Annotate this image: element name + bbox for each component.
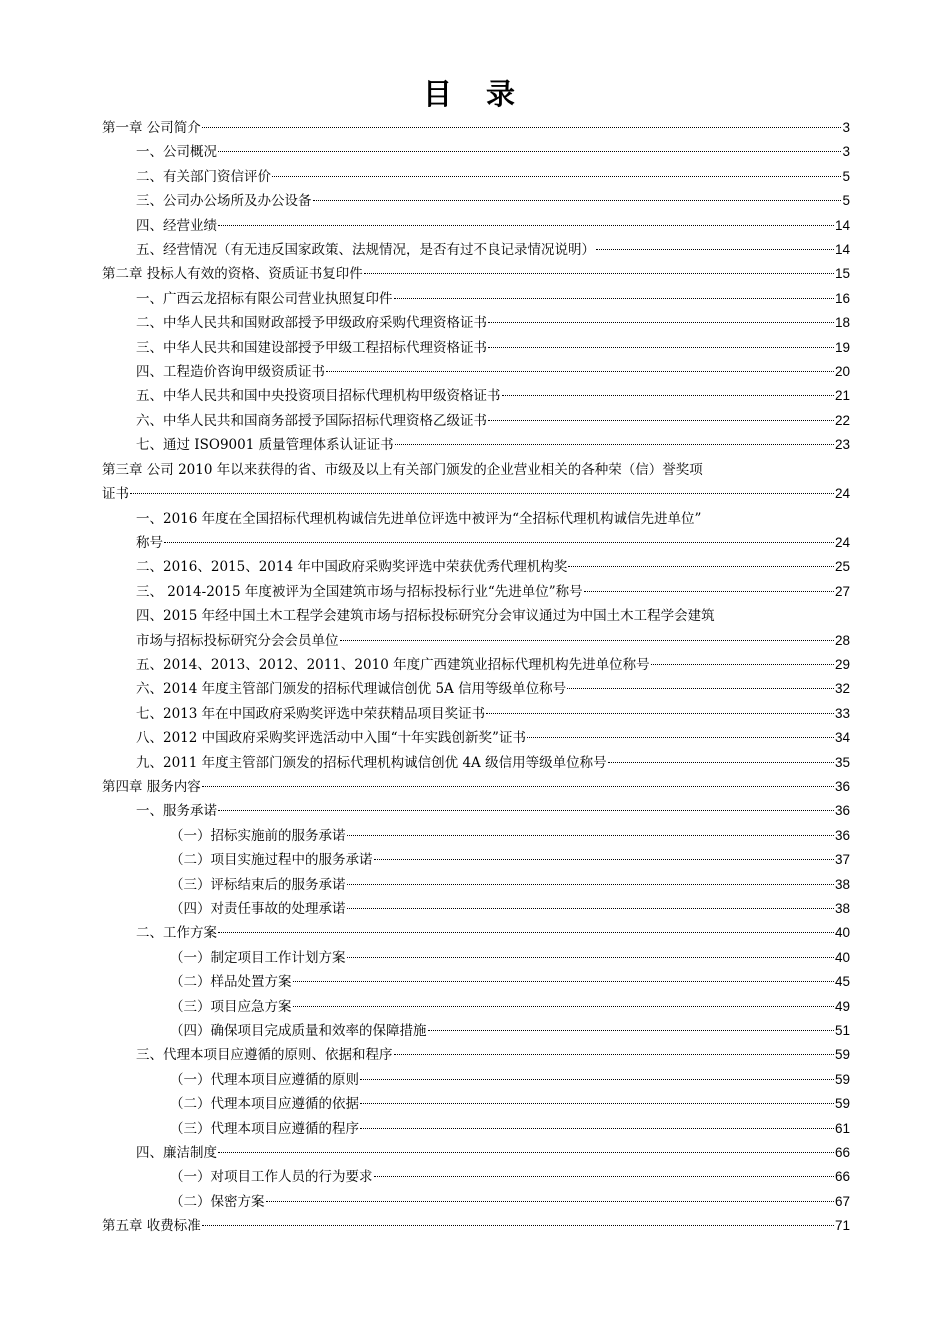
toc-entry-text: 四、廉洁制度 [136,1145,217,1162]
toc-page-number: 28 [834,632,850,648]
toc-entry[interactable] [102,1190,850,1214]
dot-leader [502,394,834,396]
table-of-contents [102,116,850,1239]
toc-entry[interactable] [102,604,850,653]
toc-page-number: 32 [834,681,850,697]
toc-entry[interactable] [102,677,850,701]
toc-page-number: 67 [834,1193,850,1209]
toc-entry-text: 三、中华人民共和国建设部授予甲级工程招标代理资格证书 [136,339,487,356]
toc-entry-text: 称号 [136,534,163,551]
dot-leader [164,541,834,543]
toc-entry-text: 八、2012 中国政府采购奖评选活动中入围“十年实践创新奖”证书 [136,730,526,747]
toc-page-number: 49 [834,998,850,1014]
toc-entry[interactable] [102,360,850,384]
dot-leader [218,150,841,152]
toc-page-number: 29 [834,656,850,672]
toc-page-number: 25 [834,559,850,575]
dot-leader [218,1151,834,1153]
toc-page-number: 27 [834,583,850,599]
toc-page-number: 40 [834,925,850,941]
toc-entry-text: 六、2014 年度主管部门颁发的招标代理诚信创优 5A 信用等级单位称号 [136,681,567,698]
dot-leader [651,663,834,665]
toc-entry-text: 三、代理本项目应遵循的原则、依据和程序 [136,1047,393,1064]
toc-entry-text: 市场与招标投标研究分会会员单位 [136,632,339,649]
toc-entry-text: 五、经营情况（有无违反国家政策、法规情况，是否有过不良记录情况说明） [136,242,595,259]
toc-page-number: 15 [834,266,850,282]
toc-page-number: 24 [834,486,850,502]
toc-entry-text-line1: 一、2016 年度在全国招标代理机构诚信先进单位评选中被评为“全招标代理机构诚信先进单位” [136,510,702,527]
toc-entry[interactable] [102,555,850,579]
toc-page-number: 37 [834,852,850,868]
toc-page-number: 23 [834,437,850,453]
toc-entry[interactable] [102,1068,850,1092]
toc-page-number: 66 [834,1145,850,1161]
toc-entry[interactable] [102,1165,850,1189]
toc-entry[interactable] [102,140,850,164]
toc-entry-text-line1: 第三章 公司 2010 年以来获得的省、市级及以上有关部门颁发的企业营业相关的各种荣（信）誉奖项 [102,461,703,478]
dot-leader [394,1053,834,1055]
toc-entry-text: 四、工程造价咨询甲级资质证书 [136,364,325,381]
toc-entry[interactable] [102,799,850,823]
toc-page-number: 3 [842,144,850,160]
dot-leader [266,1200,834,1202]
toc-page-number: 22 [834,412,850,428]
toc-entry[interactable] [102,1141,850,1165]
toc-page-number: 35 [834,754,850,770]
toc-page-number: 51 [834,1023,850,1039]
toc-entry[interactable] [102,873,850,897]
toc-entry[interactable] [102,848,850,872]
toc-entry[interactable] [102,751,850,775]
toc-entry-text: 五、2014、2013、2012、2011、2010 年度广西建筑业招标代理机构先进单位称号 [136,656,650,673]
toc-entry[interactable] [102,580,850,604]
toc-entry[interactable] [102,824,850,848]
dot-leader [488,346,834,348]
dot-leader [202,126,842,128]
toc-page-number: 20 [834,364,850,380]
toc-entry[interactable] [102,970,850,994]
toc-entry[interactable] [102,165,850,189]
dot-leader [326,370,834,372]
toc-page-number: 18 [834,315,850,331]
dot-leader [364,272,834,274]
toc-entry-text: 六、中华人民共和国商务部授予国际招标代理资格乙级证书 [136,412,487,429]
toc-entry-text: 第五章 收费标准 [102,1218,201,1235]
toc-entry[interactable] [102,653,850,677]
toc-entry-text: 二、中华人民共和国财政部授予甲级政府采购代理资格证书 [136,315,487,332]
toc-entry-text: 第二章 投标人有效的资格、资质证书复印件 [102,266,363,283]
toc-entry-text: （一）制定项目工作计划方案 [170,949,346,966]
dot-leader [395,443,834,445]
toc-entry-text: （二）项目实施过程中的服务承诺 [170,852,373,869]
dot-leader [486,712,834,714]
toc-page-number: 38 [834,901,850,916]
dot-leader [347,834,834,836]
toc-entry[interactable] [102,995,850,1019]
toc-entry-text: 五、中华人民共和国中央投资项目招标代理机构甲级资格证书 [136,388,501,405]
toc-entry-text: （四）对责任事故的处理承诺 [170,901,346,917]
toc-page-number: 45 [834,974,850,990]
toc-entry-text: 三、公司办公场所及办公设备 [136,193,312,210]
toc-entry-text: （二）代理本项目应遵循的依据 [170,1096,359,1113]
toc-entry[interactable] [102,262,850,286]
toc-entry[interactable] [102,287,850,311]
toc-entry-text: （三）项目应急方案 [170,998,292,1015]
toc-entry[interactable] [102,702,850,726]
toc-entry-text: 二、有关部门资信评价 [136,168,271,185]
toc-page-number: 24 [834,534,850,550]
dot-leader [608,761,834,763]
dot-leader [272,175,841,177]
dot-leader [347,907,834,909]
dot-leader [584,590,834,592]
toc-entry-text: （一）招标实施前的服务承诺 [170,827,346,844]
toc-page-number: 16 [834,290,850,306]
toc-entry-text: 三、 2014-2015 年度被评为全国建筑市场与招标投标行业“先进单位”称号 [136,583,583,600]
dot-leader [394,297,834,299]
toc-page-number: 36 [834,778,850,794]
dot-leader [567,687,834,689]
toc-entry[interactable] [102,189,850,213]
dot-leader [360,1102,834,1104]
toc-entry-text: 第四章 服务内容 [102,778,201,795]
toc-page-number: 19 [834,339,850,355]
toc-entry[interactable] [102,946,850,970]
toc-entry[interactable] [102,1043,850,1067]
toc-entry-text: 四、经营业绩 [136,217,217,234]
toc-page-number: 14 [834,242,850,258]
toc-entry[interactable] [102,1214,850,1238]
dot-leader [340,639,834,641]
toc-entry-text: （一）对项目工作人员的行为要求 [170,1169,373,1186]
toc-entry[interactable] [102,336,850,360]
toc-page-number: 14 [834,217,850,233]
toc-entry-text: 七、通过 ISO9001 质量管理体系认证证书 [136,437,394,454]
dot-leader [293,1005,834,1007]
toc-entry-text: 二、2016、2015、2014 年中国政府采购奖评选中荣获优秀代理机构奖 [136,559,568,576]
toc-page-number: 36 [834,803,850,819]
toc-entry[interactable] [102,409,850,433]
toc-page-number: 66 [834,1169,850,1185]
toc-entry-text: 第一章 公司简介 [102,120,201,136]
dot-leader [374,858,834,860]
dot-leader [360,1127,834,1129]
toc-entry-text: 九、2011 年度主管部门颁发的招标代理机构诚信创优 4A 级信用等级单位称号 [136,754,607,771]
toc-entry[interactable] [102,214,850,238]
toc-entry-text: （四）确保项目完成质量和效率的保障措施 [170,1023,427,1040]
toc-entry[interactable] [102,897,850,921]
toc-page-number: 61 [834,1120,850,1136]
toc-entry[interactable] [102,726,850,750]
toc-page-number: 34 [834,730,850,746]
toc-entry-text: 一、公司概况 [136,144,217,161]
dot-leader [313,199,842,201]
toc-page-number: 21 [834,388,850,404]
toc-entry-text: 二、工作方案 [136,925,217,942]
toc-entry[interactable] [102,311,850,335]
toc-entry[interactable] [102,238,850,262]
toc-entry-text: 证书 [102,486,129,503]
toc-page-number: 40 [834,949,850,965]
toc-entry[interactable] [102,458,850,507]
dot-leader [293,980,834,982]
toc-entry[interactable] [102,384,850,408]
toc-page-number: 59 [834,1047,850,1063]
dot-leader [218,931,834,933]
dot-leader [347,956,834,958]
toc-entry[interactable] [102,1092,850,1116]
toc-entry-text-line1: 四、2015 年经中国土木工程学会建筑市场与招标投标研究分会审议通过为中国土木工程学会建筑 [136,608,715,625]
dot-leader [347,883,834,885]
toc-page-number: 5 [842,168,850,184]
dot-leader [218,809,834,811]
toc-entry-text: （二）保密方案 [170,1193,265,1210]
dot-leader [488,321,834,323]
toc-entry[interactable] [102,116,850,140]
toc-page-number: 33 [834,705,850,721]
dot-leader [527,736,834,738]
toc-entry-text: 一、广西云龙招标有限公司营业执照复印件 [136,290,393,307]
toc-page-number: 36 [834,827,850,843]
toc-page-number: 38 [834,876,850,892]
dot-leader [488,419,834,421]
toc-title: 目 录 [422,77,528,111]
dot-leader [202,785,834,787]
toc-entry-text: （二）样品处置方案 [170,974,292,991]
toc-entry[interactable] [102,507,850,556]
toc-entry-text: （三）代理本项目应遵循的程序 [170,1120,359,1137]
dot-leader [568,565,834,567]
dot-leader [202,1224,834,1226]
toc-entry[interactable] [102,1019,850,1043]
toc-entry[interactable] [102,921,850,945]
toc-entry[interactable] [102,433,850,457]
toc-entry[interactable] [102,775,850,799]
dot-leader [218,224,834,226]
dot-leader [130,492,834,494]
toc-entry-text: （三）评标结束后的服务承诺 [170,876,346,893]
toc-page-number: 3 [842,120,850,135]
toc-page-number: 59 [834,1071,850,1087]
dot-leader [428,1029,834,1031]
dot-leader [374,1175,834,1177]
dot-leader [596,248,834,250]
toc-page-number: 5 [842,193,850,209]
dot-leader [360,1078,834,1080]
toc-page-number: 71 [834,1218,850,1234]
toc-entry-text: 一、服务承诺 [136,803,217,820]
toc-page-number: 59 [834,1096,850,1112]
toc-entry-text: 七、2013 年在中国政府采购奖评选中荣获精品项目奖证书 [136,705,486,722]
toc-entry-text: （一）代理本项目应遵循的原则 [170,1071,359,1088]
toc-entry[interactable] [102,1117,850,1141]
